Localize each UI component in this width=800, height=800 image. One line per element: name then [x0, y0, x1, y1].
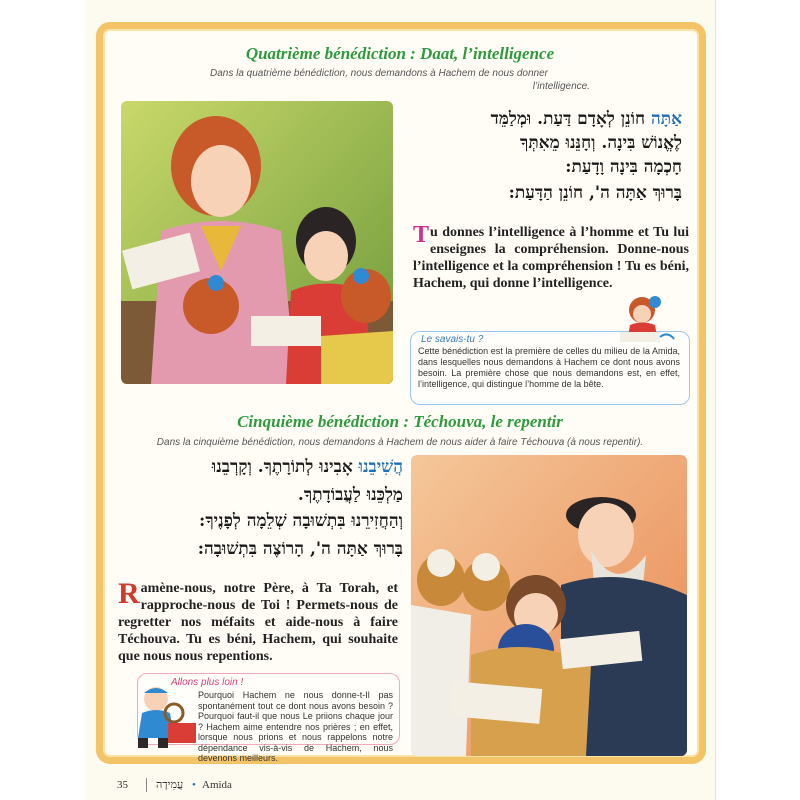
section2-french-translation: Ramène-nous, notre Père, à Ta Torah, et rapproche-nous de Toi ! Permets-nous de regretter nos méfaits et aide-nous à faire Téchouva. Tu es béni, Hachem, qui souhaite que nous nous repentions. — [118, 577, 398, 664]
section2-hebrew-line-1: הֲשִׁיבֵנוּ אָבִינוּ לְתוֹרָתֶךָ. וְקָרְבֵנוּ — [211, 457, 403, 477]
illustration-mother-children — [121, 101, 393, 384]
section2-subtitle: Dans la cinquième bénédiction, nous demandons à Hachem de nous aider à faire Téchouva (à nous repentir). — [156, 437, 644, 448]
did-you-know-text: Cette bénédiction est la première de celles du milieu de la Amida, dans lesquelles nous demandons à Hachem ce dont nous avons besoin. La première chose que nous demandons est, en effet, l’intelligence, qui distingue l’homme de la bête. — [418, 346, 680, 389]
illustration-rabbi-students — [411, 455, 687, 756]
section1-hebrew-line-3: חָכְמָה בִּינָה וָדָעַת: — [565, 157, 682, 177]
section2-hebrew-line-2: מַלְכֵּנוּ לַעֲבוֹדָתֶךָ. — [297, 485, 403, 505]
section1-dropcap: T — [413, 222, 430, 248]
section1-title: Quatrième bénédiction : Daat, l’intelligence — [245, 44, 555, 63]
girl-reading-icon — [600, 292, 680, 347]
go-further-text: Pourquoi Hachem ne nous donne-t-Il pas spontanément tout ce dont nous avons besoin ? Pourquoi faut-il que nous Le priions chaque jour ? Hachem aime entendre nos prières ; en effet, lorsque nous prions et nous rappelons notre dépendance vis-à-vis de Hachem, nous devenons meilleurs. — [198, 690, 393, 763]
footer-page-number: 35 — [117, 779, 128, 791]
boy-magnifier-icon — [128, 683, 204, 749]
footer-bullet: • — [192, 779, 196, 791]
section2-hebrew-line-3: וְהַחֲזִירֵנוּ בִּתְשׁוּבָה שְׁלֵמָה לְפָנֶיךָ: — [199, 511, 403, 531]
section2-title: Cinquième bénédiction : Téchouva, le repentir — [237, 412, 563, 431]
section1-french-translation: Tu donnes l’intelligence à l’homme et Tu lui enseignes la compréhension. Donne-nous l’intelligence et la compréhension ! Tu es béni, Hachem, qui donne l’intelligence. — [413, 222, 689, 291]
did-you-know-title: Le savais-tu ? — [421, 334, 484, 345]
footer-divider — [146, 778, 147, 792]
section1-subtitle: Dans la quatrième bénédiction, nous demandons à Hachem de nous donner l’intelligence. — [210, 68, 590, 92]
section1-hebrew-line-2: לֶאֱנוֹשׁ בִּינָה. וְחָנֵּנוּ מֵאִתְּךָ — [520, 133, 682, 153]
footer-hebrew-title: עֲמִידָה — [156, 779, 184, 791]
section1-hebrew-line-4: בָּרוּךְ אַתָּה ה', חוֹנֵן הַדָּעַת: — [508, 183, 682, 203]
section1-hebrew-line-1: אַתָּה חוֹנֵן לְאָדָם דַּעַת. וּמְלַמֵּד — [490, 109, 682, 129]
section2-hebrew-line-4: בָּרוּךְ אַתָּה ה', הָרוֹצֶה בִּתְשׁוּבָה: — [197, 539, 403, 559]
footer-label: Amida — [202, 779, 232, 791]
go-further-title: Allons plus loin ! — [171, 677, 244, 688]
section2-dropcap: R — [118, 577, 140, 610]
